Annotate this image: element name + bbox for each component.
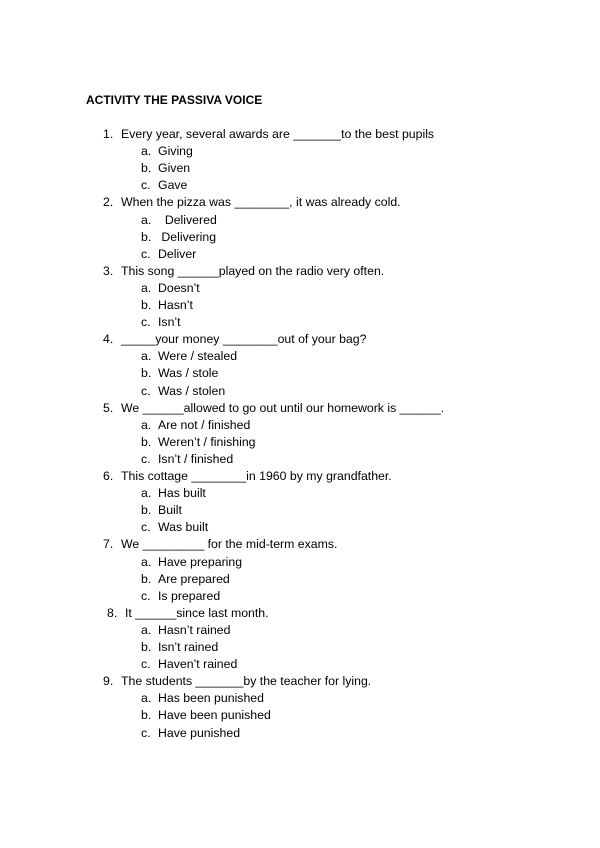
question-number: 9. — [103, 674, 114, 689]
option-letter: b. — [141, 298, 152, 312]
answer-option — [141, 725, 240, 742]
option-text: Delivering — [158, 229, 217, 244]
answer-option — [141, 229, 216, 246]
option-text: Haven’t rained — [158, 657, 238, 672]
answer-option — [141, 639, 218, 656]
option-text: Doesn’t — [158, 280, 200, 295]
question-number: 6. — [103, 469, 114, 483]
question — [107, 605, 269, 622]
option-letter: a. — [141, 280, 152, 295]
option-letter: b. — [141, 366, 152, 381]
question — [103, 536, 337, 553]
option-text: Isn’t / finished — [158, 451, 234, 466]
option-letter: b. — [141, 708, 152, 723]
option-text: Isn’t rained — [158, 640, 219, 654]
option-letter: c. — [141, 725, 151, 740]
option-text: Isn’t — [158, 315, 181, 330]
answer-option — [141, 571, 230, 588]
option-letter: b. — [141, 161, 152, 176]
option-text: Delivered — [158, 212, 217, 227]
answer-option — [141, 588, 220, 605]
answer-option — [141, 314, 181, 331]
question-number: 4. — [103, 332, 114, 347]
answer-option — [141, 143, 193, 160]
question-text: We _________ for the mid-term exams. — [121, 537, 338, 552]
question — [103, 400, 444, 417]
option-letter: a. — [141, 144, 152, 159]
question-text: The students _______by the teacher for lying. — [121, 674, 372, 689]
answer-option — [141, 160, 190, 177]
option-letter: b. — [141, 503, 152, 518]
answer-option — [141, 554, 242, 571]
answer-option — [141, 280, 200, 297]
option-letter: b. — [141, 434, 152, 449]
option-letter: c. — [141, 451, 151, 466]
option-text: Were / stealed — [158, 349, 238, 364]
option-letter: a. — [141, 349, 152, 364]
answer-option — [141, 485, 206, 502]
option-letter: a. — [141, 554, 152, 569]
option-text: Giving — [158, 144, 193, 159]
question-text: We ______allowed to go out until our homework is ______. — [121, 400, 445, 415]
option-letter: b. — [141, 640, 152, 654]
option-letter: c. — [141, 520, 151, 535]
question-number: 1. — [103, 127, 114, 141]
option-letter: c. — [141, 178, 151, 193]
question-text: This cottage ________in 1960 by my grandfather. — [121, 469, 392, 483]
option-letter: b. — [141, 571, 152, 586]
option-letter: a. — [141, 691, 152, 706]
answer-option — [141, 656, 237, 673]
page-title: ACTIVITY THE PASSIVA VOICE — [86, 93, 263, 107]
option-letter: a. — [141, 417, 152, 432]
question-text: It ______since last month. — [125, 605, 269, 620]
question — [103, 331, 366, 348]
option-letter: c. — [141, 246, 151, 261]
answer-option — [141, 246, 196, 263]
question — [103, 194, 401, 211]
option-letter: c. — [141, 383, 151, 398]
question — [103, 126, 434, 143]
answer-option — [141, 622, 230, 639]
question-number: 2. — [103, 195, 114, 210]
answer-option — [141, 451, 233, 468]
answer-option — [141, 383, 225, 400]
option-letter: c. — [141, 588, 151, 603]
answer-option — [141, 417, 250, 434]
answer-option — [141, 707, 271, 724]
option-text: Have been punished — [158, 708, 271, 723]
question-text: Every year, several awards are _______to the best pupils — [121, 127, 435, 141]
question — [103, 673, 371, 690]
question-number: 3. — [103, 263, 114, 278]
option-text: Have preparing — [158, 554, 243, 569]
question-number: 5. — [103, 400, 114, 415]
option-letter: a. — [141, 212, 152, 227]
answer-option — [141, 348, 237, 365]
option-text: Deliver — [158, 246, 197, 261]
option-text: Gave — [158, 178, 188, 193]
option-text: Hasn’t — [158, 298, 193, 312]
option-text: Was built — [158, 520, 209, 535]
answer-option — [141, 177, 187, 194]
option-text: Was / stolen — [158, 383, 226, 398]
answer-option — [141, 297, 193, 314]
answer-option — [141, 365, 218, 382]
option-text: Weren’t / finishing — [158, 434, 256, 449]
question-number: 7. — [103, 537, 114, 552]
answer-option — [141, 434, 256, 451]
option-text: Are prepared — [158, 571, 230, 586]
option-text: Are not / finished — [158, 417, 251, 432]
option-letter: a. — [141, 622, 152, 637]
answer-option — [141, 519, 208, 536]
answer-option — [141, 502, 182, 519]
question — [103, 263, 384, 280]
answer-option — [141, 212, 217, 229]
option-text: Hasn’t rained — [158, 622, 231, 637]
question — [103, 468, 392, 485]
answer-option — [141, 690, 264, 707]
question-number: 8. — [107, 605, 118, 620]
option-text: Is prepared — [158, 588, 221, 603]
question-text: _____your money ________out of your bag? — [121, 332, 367, 347]
option-text: Built — [158, 503, 182, 518]
option-text: Was / stole — [158, 366, 219, 381]
option-text: Have punished — [158, 725, 241, 740]
question-text: When the pizza was ________, it was already cold. — [121, 195, 401, 210]
option-text: Has been punished — [158, 691, 264, 706]
option-letter: a. — [141, 486, 152, 501]
question-text: This song ______played on the radio very often. — [121, 263, 385, 278]
option-letter: c. — [141, 657, 151, 672]
option-letter: c. — [141, 315, 151, 330]
option-letter: b. — [141, 229, 152, 244]
option-text: Given — [158, 161, 191, 176]
option-text: Has built — [158, 486, 206, 501]
